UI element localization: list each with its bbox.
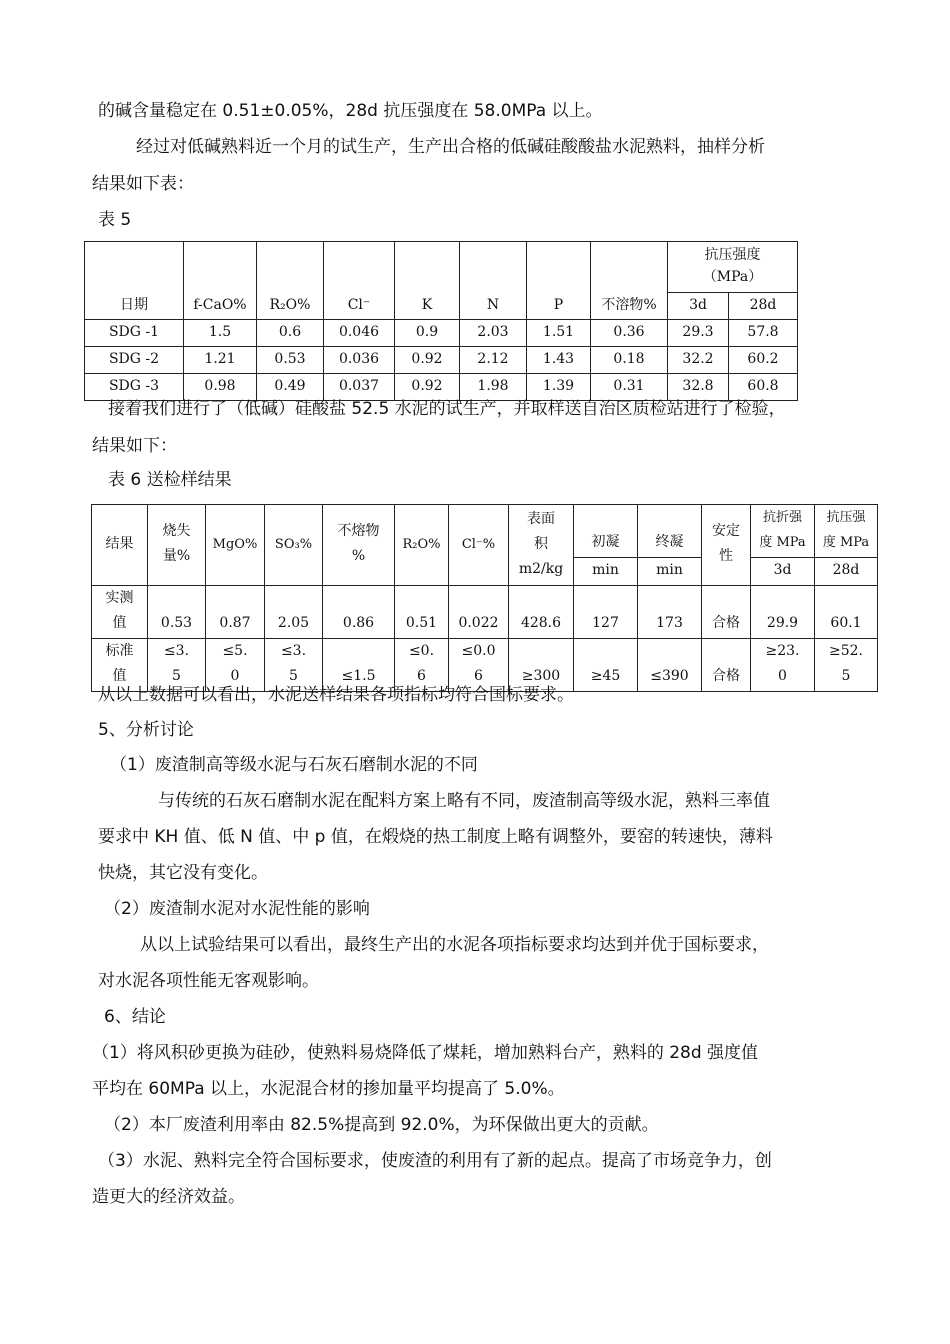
cell-line-1: ≤0. bbox=[408, 643, 435, 659]
table-cell: 32.2 bbox=[668, 347, 729, 374]
table-cell: 0.9 bbox=[395, 320, 460, 347]
cell-line-1: ≤3. bbox=[163, 643, 190, 659]
table-cell: 29.9 bbox=[751, 586, 815, 639]
cell-line-2: 6 bbox=[474, 668, 483, 684]
table-cell: 32.8 bbox=[668, 374, 729, 401]
cell-line-2: 6 bbox=[417, 668, 426, 684]
table-cell: 合格 bbox=[702, 586, 751, 639]
table5-header-28d: 28d bbox=[729, 293, 798, 320]
table5-header-cl: Cl⁻ bbox=[324, 242, 395, 320]
table-cell: 60.1 bbox=[815, 586, 878, 639]
compressive-label-2: 度 MPa bbox=[822, 535, 870, 550]
table-cell: 60.2 bbox=[729, 347, 798, 374]
loss-label: 烧失 bbox=[162, 523, 191, 539]
table-cell: 0.6 bbox=[257, 320, 324, 347]
table-cell: 1.5 bbox=[184, 320, 257, 347]
table-cell bbox=[815, 639, 878, 692]
table-cell: 0.51 bbox=[395, 586, 449, 639]
table5-caption: 表 5 bbox=[98, 210, 132, 230]
cell-line-2: ≤390 bbox=[650, 668, 689, 684]
paragraph-trial-intro: 经过对低碱熟料近一个月的试生产，生产出合格的低碱硅酸酸盐水泥熟料，抽样分析 bbox=[136, 137, 765, 157]
flexural-label-2: 度 MPa bbox=[759, 535, 806, 550]
loss-unit: 量% bbox=[162, 548, 191, 564]
table6-header-r2o: R₂O% bbox=[395, 505, 449, 586]
insoluble-unit: % bbox=[351, 548, 366, 564]
stability-label-1: 安定 bbox=[712, 523, 740, 539]
paragraph-5-2-a: 从以上试验结果可以看出，最终生产出的水泥各项指标要求均达到并优于国标要求， bbox=[140, 935, 769, 955]
row-label-measured bbox=[92, 586, 148, 639]
measured-label-2: 值 bbox=[112, 615, 127, 631]
table-cell bbox=[574, 639, 638, 692]
table6-header-loss bbox=[148, 505, 206, 586]
table6-header-flexural-age: 3d bbox=[751, 558, 815, 586]
table5-header-k: K bbox=[395, 242, 460, 320]
table-cell: 2.03 bbox=[460, 320, 527, 347]
table6-header-initial-unit: min bbox=[574, 558, 638, 586]
paragraph-trial-intro-cont: 结果如下表： bbox=[92, 174, 194, 194]
table-row bbox=[92, 586, 878, 639]
table5-header-insoluble: 不溶物% bbox=[591, 242, 668, 320]
table6-header-insoluble bbox=[323, 505, 395, 586]
paragraph-5-1-b: 要求中 KH 值、低 N 值、中 p 值，在煅烧的热工制度上略有调整外，要窑的转速快，薄料 bbox=[98, 827, 773, 847]
table6 bbox=[91, 504, 878, 692]
paragraph-5-2-b: 对水泥各项性能无客观影响。 bbox=[98, 971, 319, 991]
cell-line-2: 5 bbox=[172, 668, 181, 684]
table6-header-result: 结果 bbox=[92, 505, 148, 586]
table-cell: 0.53 bbox=[148, 586, 206, 639]
strength-unit: （MPa） bbox=[702, 269, 763, 285]
table-cell: 0.53 bbox=[257, 347, 324, 374]
paragraph-cement-trial-cont: 结果如下： bbox=[92, 436, 177, 456]
table6-header-flexural bbox=[751, 505, 815, 558]
table-cell: 60.8 bbox=[729, 374, 798, 401]
cell-line-2: 0 bbox=[230, 668, 240, 684]
table-row bbox=[85, 347, 798, 374]
cell-line-2: 0 bbox=[778, 668, 787, 684]
table-cell: 1.98 bbox=[460, 374, 527, 401]
stability-label-2: 性 bbox=[719, 548, 733, 564]
cell-line-1: ≤5. bbox=[222, 643, 248, 659]
table6-header-so3: SO₃% bbox=[265, 505, 323, 586]
table-cell: 0.92 bbox=[395, 374, 460, 401]
header-text: 日期 bbox=[120, 297, 148, 313]
table-cell: 57.8 bbox=[729, 320, 798, 347]
area-unit: m2/kg bbox=[518, 560, 564, 577]
table6-header-stability bbox=[702, 505, 751, 586]
area-label-2: 积 bbox=[534, 535, 548, 552]
table-cell: 0.92 bbox=[395, 347, 460, 374]
table-cell: 2.12 bbox=[460, 347, 527, 374]
cell-line-2: 5 bbox=[289, 668, 298, 684]
table5-header-row bbox=[85, 242, 798, 293]
table6-header-final-unit: min bbox=[638, 558, 702, 586]
table6-header-row bbox=[92, 505, 878, 558]
cell-line-2: ≥45 bbox=[590, 668, 621, 684]
paragraph-6-1-a: （1）将风积砂更换为硅砂，使熟料易烧降低了煤耗，增加熟料台产，熟料的 28d 强度值 bbox=[92, 1043, 759, 1063]
table-cell bbox=[751, 639, 815, 692]
table-cell: 0.86 bbox=[323, 586, 395, 639]
table6-header-compressive-age: 28d bbox=[815, 558, 878, 586]
standard-label-1: 标准 bbox=[105, 643, 134, 659]
heading-section-6: 6、结论 bbox=[104, 1007, 166, 1027]
table6-header-initial-set: 初凝 bbox=[574, 505, 638, 558]
table5-header-strength bbox=[668, 242, 798, 293]
paragraph-5-1-a: 与传统的石灰石磨制水泥在配料方案上略有不同，废渣制高等级水泥，熟料三率值 bbox=[158, 791, 770, 811]
table-cell: 173 bbox=[638, 586, 702, 639]
table-cell: 0.036 bbox=[324, 347, 395, 374]
paragraph-cement-trial: 接着我们进行了（低碱）硅酸盐 52.5 水泥的试生产，并取样送自治区质检站进行了检验， bbox=[108, 399, 786, 419]
paragraph-5-1-c: 快烧，其它没有变化。 bbox=[98, 863, 268, 883]
table6-caption: 表 6 送检样结果 bbox=[108, 470, 232, 490]
table-cell: 0.046 bbox=[324, 320, 395, 347]
standard-label-2: 值 bbox=[112, 668, 127, 684]
heading-section-5: 5、分析讨论 bbox=[98, 720, 194, 740]
paragraph-6-1-b: 平均在 60MPa 以上，水泥混合材的掺加量平均提高了 5.0%。 bbox=[92, 1079, 565, 1099]
flexural-label-1: 抗折强 bbox=[762, 510, 802, 525]
table6-header-mgo: MgO% bbox=[206, 505, 265, 586]
table5-header-r2o: R₂O% bbox=[257, 242, 324, 320]
table-cell bbox=[638, 639, 702, 692]
table-cell bbox=[702, 639, 751, 692]
cell-line-2: ≥300 bbox=[521, 668, 561, 684]
table5-header-n: N bbox=[460, 242, 527, 320]
table-cell: 0.98 bbox=[184, 374, 257, 401]
table6-header-final-set: 终凝 bbox=[638, 505, 702, 558]
table-cell: SDG -3 bbox=[85, 374, 184, 401]
table5-header-fcao: f-CaO% bbox=[184, 242, 257, 320]
paragraph-6-3-b: 造更大的经济效益。 bbox=[92, 1187, 245, 1207]
table-cell: 0.49 bbox=[257, 374, 324, 401]
table-cell: 0.037 bbox=[324, 374, 395, 401]
paragraph-6-3-a: （3）水泥、熟料完全符合国标要求，使废渣的利用有了新的起点。提高了市场竞争力，创 bbox=[98, 1151, 772, 1171]
table-cell: 428.6 bbox=[509, 586, 574, 639]
table-row bbox=[85, 320, 798, 347]
cell-line-2: 5 bbox=[841, 668, 851, 684]
strength-label: 抗压强度 bbox=[704, 247, 761, 263]
table-cell: 1.51 bbox=[527, 320, 591, 347]
table5 bbox=[84, 241, 798, 401]
table-cell: 0.31 bbox=[591, 374, 668, 401]
cell-line-1: ≤0.0 bbox=[461, 643, 496, 659]
paragraph-6-2: （2）本厂废渣利用率由 82.5%提高到 92.0%，为环保做出更大的贡献。 bbox=[104, 1115, 659, 1135]
table-cell: 1.43 bbox=[527, 347, 591, 374]
cell-line-1: ≥52. bbox=[829, 643, 863, 659]
table-row bbox=[85, 374, 798, 401]
table-cell: 1.39 bbox=[527, 374, 591, 401]
paragraph-alkali: 的碱含量稳定在 0.51±0.05%，28d 抗压强度在 58.0MPa 以上。 bbox=[98, 101, 603, 121]
table-cell: 2.05 bbox=[265, 586, 323, 639]
table-cell: 0.36 bbox=[591, 320, 668, 347]
table-cell: 29.3 bbox=[668, 320, 729, 347]
table-cell: 127 bbox=[574, 586, 638, 639]
table-cell: 1.21 bbox=[184, 347, 257, 374]
table5-header-date bbox=[85, 242, 184, 320]
table-cell: SDG -1 bbox=[85, 320, 184, 347]
paragraph-conclusion-table6: 从以上数据可以看出，水泥送样结果各项指标均符合国标要求。 bbox=[98, 685, 574, 705]
subheading-5-2: （2）废渣制水泥对水泥性能的影响 bbox=[104, 899, 370, 919]
table6-header-cl: Cl⁻% bbox=[449, 505, 509, 586]
table5-header-p: P bbox=[527, 242, 591, 320]
table-cell: 0.18 bbox=[591, 347, 668, 374]
table6-header-surface-area bbox=[509, 505, 574, 586]
measured-label-1: 实测 bbox=[105, 590, 134, 606]
table-cell: SDG -2 bbox=[85, 347, 184, 374]
table-cell: 0.87 bbox=[206, 586, 265, 639]
subheading-5-1: （1）废渣制高等级水泥与石灰石磨制水泥的不同 bbox=[110, 755, 478, 775]
table-cell: 0.022 bbox=[449, 586, 509, 639]
cell-line-2: 合格 bbox=[712, 668, 740, 684]
cell-line-2: ≤1.5 bbox=[341, 668, 376, 684]
insoluble-label: 不熔物 bbox=[337, 523, 380, 539]
compressive-label-1: 抗压强 bbox=[826, 510, 866, 525]
table6-header-compressive bbox=[815, 505, 878, 558]
cell-line-1: ≤3. bbox=[280, 643, 307, 659]
area-label-1: 表面 bbox=[527, 510, 555, 527]
table5-header-3d: 3d bbox=[668, 293, 729, 320]
cell-line-1: ≥23. bbox=[765, 643, 800, 659]
